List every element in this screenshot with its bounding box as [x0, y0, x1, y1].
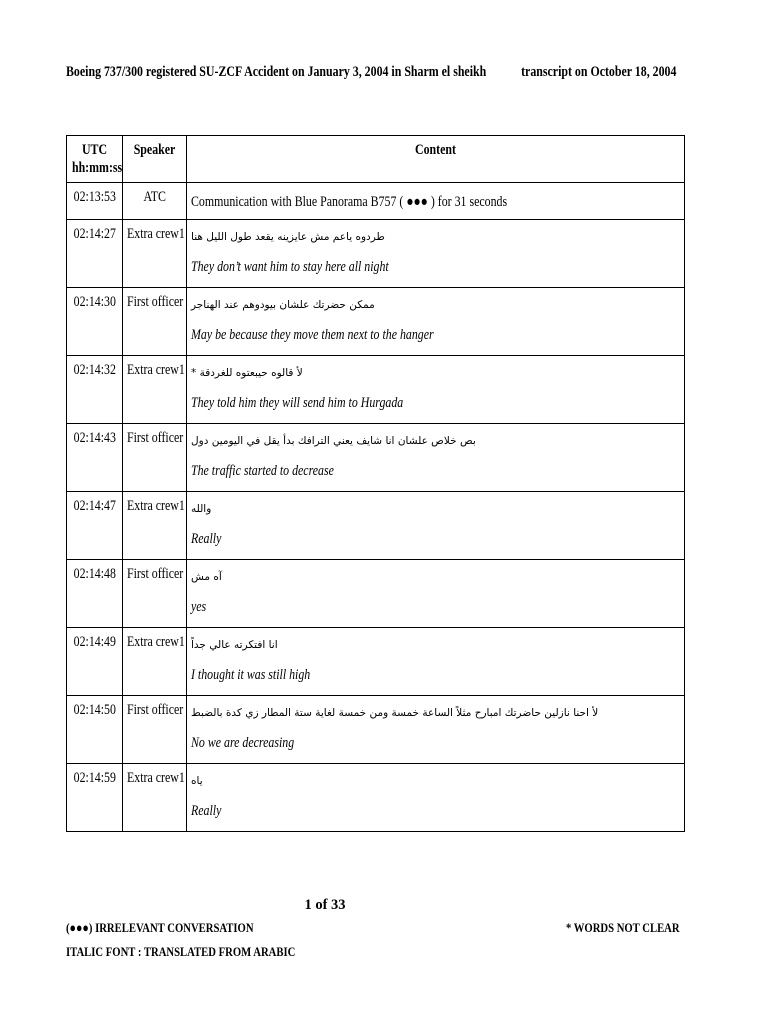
speaker-cell: Extra crew1: [123, 356, 187, 424]
arabic-text: ممكن حضرتك علشان بيودوهم عند الهناجر: [191, 299, 375, 311]
speaker-cell: Extra crew1: [123, 492, 187, 560]
content-cell: [187, 492, 685, 560]
table-row: [67, 356, 685, 424]
arabic-text: بص خلاص علشان انا شايف يعني الترافك بدأ يقل في اليومين دول: [191, 435, 476, 447]
time-cell: 02:14:49: [67, 628, 123, 696]
speaker-cell: First officer: [123, 696, 187, 764]
time-cell: 02:14:48: [67, 560, 123, 628]
time-cell: 02:14:50: [67, 696, 123, 764]
table-header-row: [67, 136, 685, 183]
english-translation: No we are decreasing: [191, 735, 295, 751]
legend-irrelevant: (●●●) IRRELEVANT CONVERSATION: [66, 920, 254, 935]
english-translation: Really: [191, 803, 222, 819]
table-row: [67, 764, 685, 832]
content-cell: [187, 356, 685, 424]
arabic-text: آه مش: [191, 571, 222, 583]
content-cell: Communication with Blue Panorama B757 ( ●●● ) for 31 seconds: [187, 183, 685, 220]
english-translation: May be because they move them next to the hanger: [191, 327, 434, 343]
speaker-cell: ATC: [123, 183, 187, 220]
arabic-text: لأ احنا نازلين حاضرتك امبارح مثلاً الساعة خمسة ومن خمسة لغاية ستة المطار زي كدة بالضبط: [191, 707, 599, 719]
speaker-cell: First officer: [123, 288, 187, 356]
english-translation: They told him they will send him to Hurgada: [191, 395, 404, 411]
table-row: [67, 220, 685, 288]
utc-format-label: hh:mm:ss: [71, 160, 123, 176]
speaker-cell: First officer: [123, 424, 187, 492]
table-row: [67, 288, 685, 356]
arabic-text: والله: [191, 503, 212, 515]
time-cell: 02:13:53: [67, 183, 123, 220]
arabic-text: انا افتكرته عالي جداً: [191, 639, 278, 651]
time-cell: 02:14:27: [67, 220, 123, 288]
speaker-cell: Extra crew1: [123, 220, 187, 288]
legend-unclear: * WORDS NOT CLEAR: [566, 920, 680, 935]
speaker-column-header: Speaker: [123, 136, 187, 183]
content-cell: [187, 696, 685, 764]
table-row: [67, 560, 685, 628]
transcript-table: [66, 135, 685, 832]
utc-column-header: [67, 136, 123, 183]
english-translation: The traffic started to decrease: [191, 463, 334, 479]
content-cell: [187, 560, 685, 628]
time-cell: 02:14:59: [67, 764, 123, 832]
speaker-cell: Extra crew1: [123, 628, 187, 696]
english-translation: Really: [191, 531, 222, 547]
page-number: 1 of 33: [304, 897, 346, 913]
utc-header-label: UTC: [81, 142, 108, 158]
english-translation: I thought it was still high: [191, 667, 311, 683]
content-cell: [187, 220, 685, 288]
time-cell: 02:14:47: [67, 492, 123, 560]
speaker-cell: First officer: [123, 560, 187, 628]
content-cell: [187, 628, 685, 696]
legend-italic: ITALIC FONT : TRANSLATED FROM ARABIC: [66, 944, 296, 959]
arabic-text: طردوه ياعم مش عايزينه يقعد طول الليل هنا: [191, 231, 385, 243]
table-row: [67, 424, 685, 492]
arabic-text: ياه: [191, 775, 203, 787]
content-cell: [187, 764, 685, 832]
english-translation: They don’t want him to stay here all night: [191, 259, 389, 275]
time-cell: 02:14:43: [67, 424, 123, 492]
table-row: [67, 628, 685, 696]
document-title: Boeing 737/300 registered SU-ZCF Accident on January 3, 2004 in Sharm el sheikh: [66, 64, 487, 80]
content-cell: [187, 424, 685, 492]
time-cell: 02:14:32: [67, 356, 123, 424]
time-cell: 02:14:30: [67, 288, 123, 356]
english-translation: yes: [191, 599, 207, 615]
table-row: [67, 492, 685, 560]
transcript-date: transcript on October 18, 2004: [520, 64, 676, 80]
content-cell: [187, 288, 685, 356]
content-column-header: Content: [187, 136, 685, 183]
arabic-text: لأ قالوه حيبعتوه للغردقة *: [191, 367, 303, 379]
speaker-cell: Extra crew1: [123, 764, 187, 832]
table-row: [67, 183, 685, 220]
table-row: [67, 696, 685, 764]
